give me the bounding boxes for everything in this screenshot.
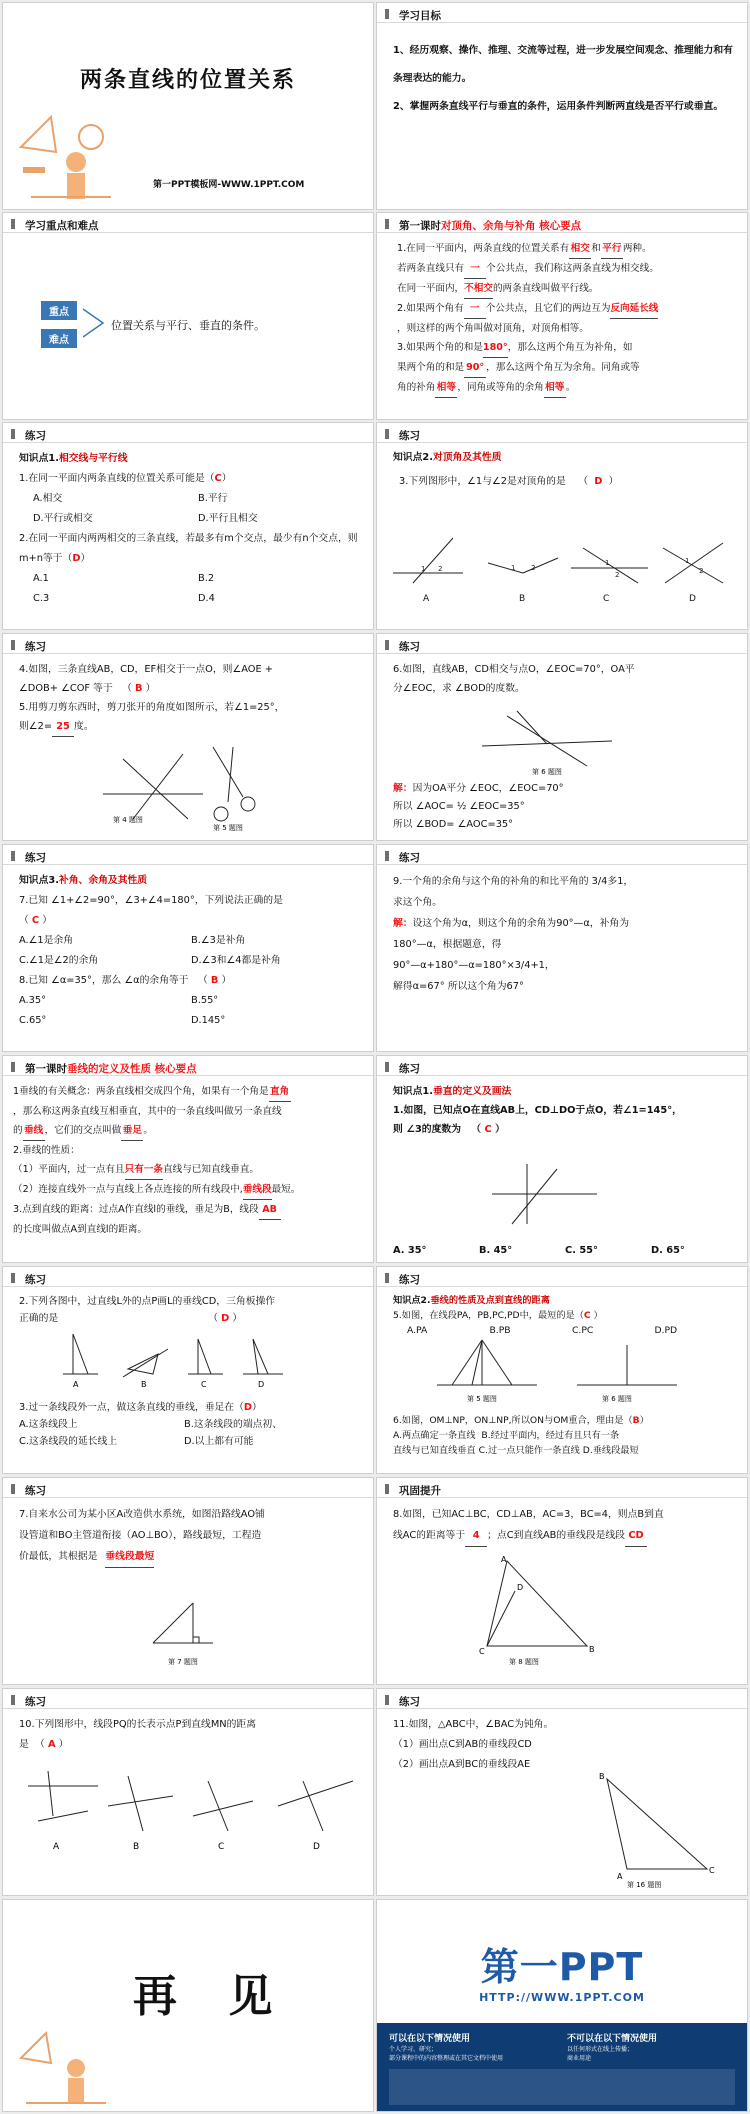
slide-header: 练习: [3, 423, 373, 443]
kp-index: 知识点1.: [19, 453, 59, 464]
text: 3.如果两个角的和是: [397, 342, 483, 353]
site-label: 第一PPT模板网-WWW.1PPT.COM: [153, 180, 305, 190]
answer: 90°: [464, 358, 486, 378]
usage-panel: [377, 2023, 747, 2111]
option: A.1: [33, 573, 49, 584]
option: B.平行: [198, 493, 228, 504]
answer: 一: [464, 259, 486, 279]
text: ）: [252, 1402, 262, 1413]
question: 1.在同一平面内两条直线的位置关系可能是（: [19, 473, 215, 484]
answer: D: [594, 476, 603, 487]
kp-index: 知识点1.: [393, 1086, 433, 1097]
fig-label: C: [218, 1842, 225, 1851]
figure-caption: 第 5 题图: [213, 824, 243, 832]
slide-header: 练习: [3, 845, 373, 865]
svg-text:D: D: [517, 1583, 524, 1592]
solution-step: 解得α=67° 所以这个角为67°: [393, 981, 524, 992]
kp-title: 相交线与平行线: [58, 453, 128, 464]
option: 直线与已知直线垂直 C.过一点只能作一条直线 D.垂线段最短: [393, 1445, 639, 1456]
teacher-illustration: [11, 2028, 121, 2108]
fig-label: B: [141, 1380, 147, 1389]
fig-label: B: [519, 594, 526, 603]
question: 正确的是: [19, 1313, 59, 1324]
text: 1垂线的有关概念：两条直线相交成四个角，如果有一个角是: [13, 1086, 269, 1097]
forbidden-title: 不可以在以下情况使用: [567, 2034, 658, 2044]
answer: 反向延长线: [610, 299, 658, 319]
svg-text:C: C: [479, 1647, 485, 1656]
slide-header: 练习: [377, 423, 747, 443]
svg-text:C: C: [709, 1866, 715, 1875]
question: 线AC的距离等于: [393, 1530, 466, 1541]
answer: C: [31, 915, 40, 926]
figure-q11: [597, 1769, 717, 1889]
option: D.4: [198, 593, 215, 604]
text: ，它们的交点叫做: [44, 1125, 122, 1136]
header-topic: 对顶角、余角与补角 核心要点: [441, 220, 582, 232]
keypoint-desc: 位置关系与平行、垂直的条件。: [111, 319, 265, 332]
text: 果两个角的和是: [397, 362, 465, 373]
text: ，那么这两个角互为补角，如: [507, 342, 633, 353]
question: 是: [19, 1739, 29, 1750]
slide-practice-10: [2, 1477, 374, 1685]
solution-label: 解：: [393, 918, 413, 929]
answer: D: [72, 553, 81, 564]
slide-practice-2: 练习 知识点2.对顶角及其性质 3.下列图形中，∠1与∠2是对顶角的是 （ D ） 1 2 1 2 1 2 1 2 A B C D: [376, 422, 748, 630]
text: ）: [639, 1415, 649, 1426]
figure-caption: 第 4 题图: [113, 816, 143, 824]
text: ）: [80, 553, 91, 564]
text: （1）平面内，过一点有且: [13, 1164, 125, 1175]
figure-q6: [477, 706, 617, 776]
question: （1）画出点C到AB的垂线段CD: [393, 1739, 532, 1750]
slide-header: 练习: [377, 1267, 747, 1287]
slide-practice-6: [376, 844, 748, 1052]
answer: 只有一条: [125, 1160, 163, 1180]
answer: 相等: [435, 378, 457, 398]
text: 3.点到直线的距离：过点A作直线l的垂线，垂足为B，线段: [13, 1204, 259, 1215]
fig-label: A: [423, 594, 430, 603]
option: D.145°: [191, 1015, 226, 1026]
figures-q10: [23, 1761, 363, 1851]
option: D.平行且相交: [198, 513, 258, 524]
fig-label: D: [689, 594, 696, 603]
kp-title: 垂直的定义及画法: [432, 1086, 512, 1097]
text: 个公共点，且它们的两边互为: [485, 303, 611, 314]
text: ）: [221, 473, 232, 484]
brand-logo: 第一PPT: [480, 1945, 644, 1989]
option: B. 45°: [479, 1245, 513, 1256]
answer: B: [210, 975, 219, 986]
brand-url: HTTP://WWW.1PPT.COM: [479, 1991, 645, 2004]
difficulty-box: [41, 329, 77, 348]
fig-label: A: [73, 1380, 79, 1389]
knowledge-point: [19, 871, 363, 891]
figure-q1: [487, 1154, 607, 1234]
question: 8.已知 ∠α=35°，那么 ∠α的余角等于: [19, 975, 189, 986]
text: 个公共点，我们称这两条直线为相交线。: [486, 263, 659, 274]
question: 则 ∠3的度数为: [393, 1124, 461, 1135]
question: 分∠EOC，求 ∠BOD的度数。: [393, 683, 525, 694]
question: 多1，: [607, 876, 634, 887]
question: 6.如图，直线AB，CD相交与点O，∠EOC=70°，OA平: [393, 664, 635, 675]
slide-header: 练习: [3, 1478, 373, 1498]
slide-objectives: [376, 2, 748, 210]
option: B.∠3是补角: [191, 935, 246, 946]
slide-header: 练习: [3, 634, 373, 654]
allowed-title: 可以在以下情况使用: [389, 2034, 471, 2044]
text: 直线与已知直线垂直。: [163, 1164, 259, 1175]
text: 最短。: [271, 1184, 301, 1195]
slide-header: 学习重点和难点: [3, 213, 373, 233]
slide-practice-9: 练习 知识点2.垂线的性质及点到直线的距离 5.如图，在线段PA，PB,PC,PD中，最短的是（C ） A.PA B.PB C.PC D.PD 第 5 题图 第 6 题图 6.如图，OM⊥NP，ON⊥NP,所以ON与OM重合，理由是（B） A.两点确定一条直线 B.经过平面内，经过有且只有一条 直线与已知直线垂直 C.过一点只能作一条直线 D.垂线段最短: [376, 1266, 748, 1474]
option: C.65°: [19, 1015, 47, 1026]
question: 5.用剪刀剪东西时，剪刀张开的角度如图所示，若∠1=25°，: [19, 702, 285, 713]
solution-step: 90°—α+180°—α=180°×3/4+1，: [393, 960, 555, 971]
answer: 垂足: [121, 1121, 143, 1141]
solution-step: 因为OA平分 ∠EOC，∠EOC=70°: [412, 783, 564, 794]
figure-q5: [203, 742, 273, 832]
svg-text:B: B: [599, 1772, 605, 1781]
question: 8.如图，已知AC⊥BC，CD⊥AB，AC=3，BC=4，则点B到直: [393, 1509, 664, 1520]
svg-text:2: 2: [438, 565, 443, 573]
svg-text:B: B: [589, 1645, 595, 1654]
answer: B: [632, 1415, 640, 1426]
answer: AB: [259, 1200, 281, 1220]
slide-practice-4: [376, 633, 748, 841]
option: A. 35°: [393, 1245, 427, 1256]
text: 1.在同一平面内，两条直线的位置关系有: [397, 243, 570, 254]
question: 4.如图，三条直线AB，CD，EF相交于一点O，则∠AOE +: [19, 664, 273, 675]
knowledge-point: [393, 449, 737, 467]
knowledge-point: [19, 449, 363, 469]
option: D. 65°: [651, 1245, 685, 1256]
slide-practice-8: 练习 2.下列各图中，过直线L外的点P画L的垂线CD，三角板操作 正确的是 （ D ） A B C D 3.过一条线段外一点，做这条直线的垂线，垂足在（D） A.这条线段上 B.这条线段的端点初、 C.这条线段的延长线上 D.以上都有可能: [2, 1266, 374, 1474]
option: B.2: [198, 573, 215, 584]
answer: 不相交: [464, 279, 493, 299]
question: 价最低，其根据是: [19, 1551, 98, 1562]
svg-text:1: 1: [421, 565, 426, 573]
option: B.这条线段的端点初、: [184, 1419, 283, 1430]
question: 10.下列图形中，线段PQ的长表示点P到直线MN的距离: [19, 1719, 257, 1730]
header-topic: 垂线的定义及性质 核心要点: [67, 1063, 197, 1075]
figure-caption: 第 8 题图: [509, 1658, 539, 1666]
difficulty-badge: 难点: [41, 329, 77, 348]
slide-header: 练习: [377, 634, 747, 654]
option: D.PD: [654, 1325, 678, 1336]
triangle-ruler-figures: [53, 1329, 293, 1389]
answer: C: [583, 1310, 591, 1321]
option: D.以上都有可能: [184, 1436, 254, 1447]
forbidden-item: 以任何形式在线上传播；: [567, 2046, 634, 2053]
slide-practice-11: [376, 1477, 748, 1685]
svg-text:2: 2: [531, 564, 536, 572]
fig-label: A: [53, 1842, 60, 1851]
option: A.这条线段上: [19, 1419, 78, 1430]
main-title: 两条直线的位置关系: [79, 67, 296, 93]
figure-q7: [133, 1588, 253, 1668]
kp-index: 知识点2.: [393, 452, 433, 463]
answer: 相交: [569, 239, 591, 259]
focus-badge: 重点: [41, 301, 77, 320]
figure-q8: [477, 1556, 607, 1666]
answer: D: [221, 1313, 230, 1324]
goodbye-text: 再 见: [133, 1971, 291, 2022]
slide-brand: [376, 1899, 748, 2112]
fig-label: D: [313, 1842, 320, 1851]
figure-q4: [93, 744, 213, 824]
option: A.相交: [33, 493, 63, 504]
fraction: 3/4: [591, 876, 608, 887]
slide-practice-3: 练习 4.如图，三条直线AB，CD，EF相交于一点O，则∠AOE + ∠DOB+ ∠COF 等于 （ B ） 5.用剪刀剪东西时，剪刀张开的角度如图所示，若∠1=25°， 则∠2= 25 度。 第 4 题图 第 5 题图: [2, 633, 374, 841]
slide-practice-13: [376, 1688, 748, 1896]
question: （2）画出点A到BC的垂线段AE: [393, 1759, 531, 1770]
text: 的长度叫做点A到直线l的距离。: [13, 1224, 147, 1235]
question: 6.如图，OM⊥NP，ON⊥NP,所以ON与OM重合，理由是（: [393, 1415, 633, 1426]
text: 两种。: [622, 243, 652, 254]
option: A.两点确定一条直线: [393, 1430, 476, 1441]
option: C.3: [33, 593, 50, 604]
text: 度。: [74, 721, 94, 732]
text: 的: [13, 1125, 23, 1136]
question: 7.已知 ∠1+∠2=90°，∠3+∠4=180°，下列说法正确的是: [19, 895, 283, 906]
slide-header: 练习: [377, 1689, 747, 1709]
option: A.∠1是余角: [19, 935, 74, 946]
slide-header: 练习: [3, 1267, 373, 1287]
answer: CD: [625, 1525, 647, 1547]
slide-core-2: [2, 1055, 374, 1263]
fig-label: C: [603, 594, 610, 603]
answer: A: [47, 1739, 56, 1750]
angle-figures: [393, 533, 733, 603]
text: ，则这样的两个角叫做对顶角，对顶角相等。: [397, 323, 589, 334]
answer: 相等: [544, 378, 566, 398]
answer: 180°: [483, 338, 508, 358]
option: A.PA: [407, 1325, 428, 1336]
answer: 4: [465, 1525, 487, 1547]
question: 求这个角。: [393, 897, 442, 908]
slide-header: 巩固提升: [377, 1478, 747, 1498]
svg-text:A: A: [617, 1872, 623, 1881]
slide-header: 学习目标: [377, 3, 747, 23]
answer: C: [484, 1124, 492, 1135]
fig-label: B: [133, 1842, 140, 1851]
header-prefix: 第一课时: [25, 1063, 67, 1075]
option: B.经过平面内，经过有且只有一条: [481, 1430, 620, 1441]
allowed-item: 个人学习、研究；: [389, 2046, 438, 2053]
solution-step: 设这个角为α，则这个角的余角为90°—α，补角为: [412, 918, 630, 929]
figure-caption: 第 16 题图: [627, 1881, 662, 1889]
allowed-item: 部分课程中的内容整理或在其它文档中使用: [389, 2055, 504, 2062]
question: 2.下列各图中，过直线L外的点P画L的垂线CD，三角板操作: [19, 1296, 276, 1307]
question: ；点C到直线AB的垂线段是线段: [487, 1530, 625, 1541]
slide-header: [377, 213, 747, 233]
option: C.PC: [572, 1325, 594, 1336]
figure-caption: 第 5 题图: [467, 1395, 497, 1403]
option: C.∠1是∠2的余角: [19, 955, 99, 966]
objective-2: 2、掌握两条直线平行与垂直的条件，运用条件判断两直线是否平行或垂直。: [393, 101, 724, 112]
question: 7.自来水公司为某小区A改造供水系统，如图沿路线AO铺: [19, 1509, 265, 1520]
answer: 平行: [601, 239, 623, 259]
kp-index: 知识点2.: [393, 1295, 431, 1306]
question: 5.如图，在线段PA，PB,PC,PD中，最短的是（: [393, 1310, 584, 1321]
slide-practice-5: 练习 知识点3.补角、余角及其性质 7.已知 ∠1+∠2=90°，∠3+∠4=180°，下列说法正确的是 （ C ） A.∠1是余角 B.∠3是补角 C.∠1是∠2的余角 D.∠3和∠4都是补角 8.已知 ∠α=35°，那么 ∠α的余角等于 （ B ） A.35° B.55° C.65° D.145°: [2, 844, 374, 1052]
text: 和: [591, 243, 601, 254]
knowledge-point: [393, 1082, 737, 1101]
solution-step: 所以 ∠AOC= ½ ∠EOC=35°: [393, 801, 525, 812]
option: C. 55°: [565, 1245, 598, 1256]
text: 的两条直线叫做平行线。: [492, 283, 599, 294]
option: B.PB: [489, 1325, 511, 1336]
kp-title: 对顶角及其性质: [432, 452, 502, 463]
svg-text:A: A: [501, 1556, 507, 1564]
kp-index: 知识点3.: [19, 875, 59, 886]
text: 。: [565, 382, 576, 393]
slide-goodbye: [2, 1899, 374, 2112]
figure-caption: 第 7 题图: [168, 1658, 198, 1666]
question: 1.如图，已知点O在直线AB上，CD⊥DO于点O，若∠1=145°，: [393, 1105, 682, 1116]
text: 2.垂线的性质：: [13, 1145, 80, 1156]
answer: 垂线: [23, 1121, 45, 1141]
figure-caption: 第 6 题图: [532, 768, 562, 776]
svg-text:2: 2: [615, 571, 620, 579]
knowledge-point: [393, 1293, 737, 1308]
text: 在同一平面内，: [397, 283, 465, 294]
slide-header: 练习: [3, 1689, 373, 1709]
svg-text:1: 1: [685, 557, 690, 565]
link-list-area: [389, 2069, 735, 2105]
figures-q5-q6: [397, 1335, 737, 1405]
answer: 一: [464, 299, 486, 319]
answer: 25: [52, 717, 74, 737]
text: 角的补角: [397, 382, 436, 393]
question: ∠DOB+ ∠COF 等于: [19, 683, 113, 694]
slide-header: 练习: [377, 1056, 747, 1076]
text: （2）连接直线外一点与直线上各点连接的所有线段中,: [13, 1184, 243, 1195]
key-box: [41, 301, 77, 320]
answer: 垂线段最短: [105, 1546, 154, 1568]
question: 3.下列图形中，∠1与∠2是对顶角的是: [399, 476, 566, 487]
option: D.∠3和∠4都是补角: [191, 955, 281, 966]
answer: C: [214, 473, 222, 484]
option: C.这条线段的延长线上: [19, 1436, 118, 1447]
question: 3.过一条线段外一点，做这条直线的垂线，垂足在（: [19, 1402, 244, 1413]
text: ，那么这两个角互为余角。同角或等: [486, 362, 640, 373]
slide-header: 练习: [377, 845, 747, 865]
solution-label: 解：: [393, 783, 413, 794]
figure-caption: 第 6 题图: [602, 1395, 632, 1403]
kp-title: 垂线的性质及点到直线的距离: [430, 1295, 550, 1306]
forbidden-item: 商业用途: [567, 2055, 592, 2062]
question: 11.如图，△ABC中，∠BAC为钝角。: [393, 1719, 554, 1730]
answer: 直角: [269, 1082, 291, 1102]
option: D.平行或相交: [33, 513, 93, 524]
svg-text:2: 2: [699, 567, 704, 575]
slide-title: [2, 2, 374, 210]
question: 9.一个角的余角与这个角的补角的和比平角的: [393, 876, 589, 887]
slide-practice-7: 练习 知识点1.垂直的定义及画法 1.如图，已知点O在直线AB上，CD⊥DO于点O，若∠1=145°， 则 ∠3的度数为 （ C ） A. 35° B. 45° C. 55° D. 65°: [376, 1055, 748, 1263]
slide-core-1: [376, 212, 748, 420]
question: 设管道和BO主管道衔接（AO⊥BO），路线最短，工程造: [19, 1530, 262, 1541]
svg-text:1: 1: [605, 559, 610, 567]
teacher-illustration: [11, 107, 131, 207]
slide-practice-12: 练习 10.下列图形中，线段PQ的长表示点P到直线MN的距离 是 （ A ） A B C D: [2, 1688, 374, 1896]
answer: B: [135, 683, 143, 694]
text: 。: [143, 1125, 153, 1136]
text: 若两条直线只有: [397, 263, 465, 274]
option: A.35°: [19, 995, 47, 1006]
text: 则∠2=: [19, 721, 53, 732]
option: B.55°: [191, 995, 219, 1006]
svg-text:1: 1: [511, 564, 516, 572]
text: ，那么称这两条直线互相垂直，其中的一条直线叫做另一条直线: [13, 1106, 282, 1117]
question: 2.在同一平面内两两相交的三条直线，若最多有m个交点，最少有n个交点，则m+n等于（: [19, 533, 358, 564]
fig-label: D: [258, 1380, 265, 1389]
answer: 垂线段: [243, 1180, 272, 1200]
fig-label: C: [201, 1380, 207, 1389]
header-prefix: 第一课时: [399, 220, 441, 232]
slide-keypoints: [2, 212, 374, 420]
slide-header: [3, 1056, 373, 1076]
kp-title: 补角、余角及其性质: [58, 875, 148, 886]
solution-step: 所以 ∠BOD= ∠AOC=35°: [393, 819, 514, 830]
objective-1: 1、经历观察、操作、推理、交流等过程，进一步发展空间观念、推理能力和有条理表达的能力。: [393, 45, 733, 84]
solution-step: 180°—α，根据题意，得: [393, 939, 502, 950]
answer: D: [243, 1402, 253, 1413]
text: 2.如果两个角有: [397, 303, 464, 314]
slide-practice-1: [2, 422, 374, 630]
text: ，同角或等角的余角: [457, 382, 544, 393]
